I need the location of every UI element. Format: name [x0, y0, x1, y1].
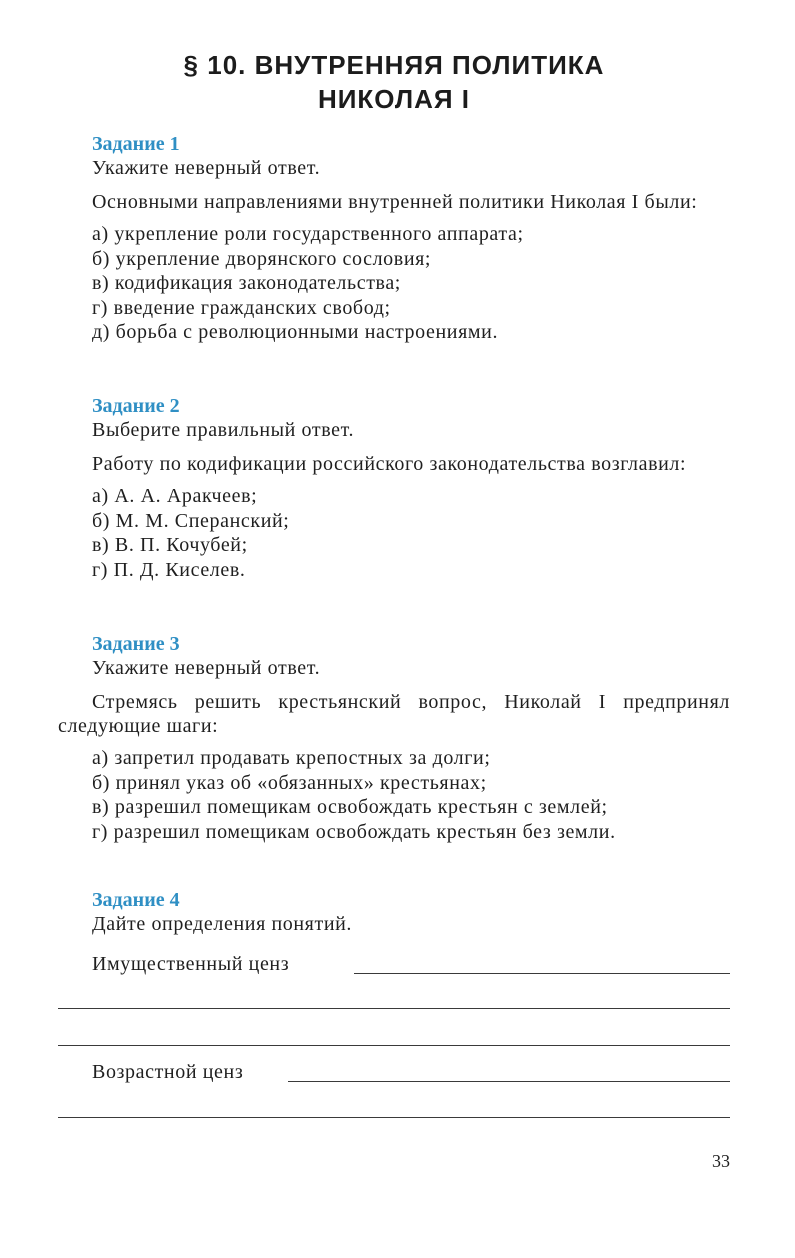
section-title-line-1: § 10. ВНУТРЕННЯЯ ПОЛИТИКА [183, 50, 605, 80]
answer-line[interactable] [58, 1117, 730, 1118]
section-title-line-2: НИКОЛАЯ I [317, 84, 471, 114]
task-3 [58, 632, 730, 844]
answer-option: в) В. П. Кочубей; [92, 534, 248, 556]
answer-line[interactable] [288, 1081, 730, 1082]
task-2 [58, 394, 730, 582]
definition-term: Имущественный ценз [92, 953, 290, 975]
task-instruction: Укажите неверный ответ. [92, 157, 321, 179]
task-heading: Задание 4 [92, 889, 180, 911]
definition-term: Возрастной ценз [92, 1061, 244, 1083]
answer-line[interactable] [58, 1008, 730, 1009]
answer-option: г) введение гражданских свобод; [92, 296, 391, 319]
answer-option: д) борьба с революционными настроениями. [92, 321, 499, 343]
task-instruction: Укажите неверный ответ. [92, 657, 321, 679]
answer-options [58, 484, 730, 582]
answer-line[interactable] [354, 973, 730, 974]
task-4 [58, 888, 730, 936]
answer-line[interactable] [58, 1045, 730, 1046]
answer-option: б) принял указ об «обязанных» крестьянах; [92, 771, 487, 794]
answer-option: в) разрешил помещикам освобождать крестьян с землей; [92, 796, 608, 818]
answer-option: а) укрепление роли государственного аппарата; [92, 223, 524, 245]
task-1 [58, 132, 730, 345]
answer-option: г) П. Д. Киселев. [92, 558, 246, 581]
task-heading: Задание 1 [92, 133, 180, 155]
answer-option: а) А. А. Аракчеев; [92, 485, 258, 507]
task-heading: Задание 3 [92, 633, 180, 655]
answer-option: б) укрепление дворянского сословия; [92, 247, 432, 270]
task-question: Работу по кодификации российского законодательства возглавил: [92, 453, 687, 475]
answer-options [58, 746, 730, 844]
answer-option: в) кодификация законодательства; [92, 272, 401, 294]
textbook-page [58, 0, 730, 1258]
answer-options [58, 222, 730, 345]
page-number: 33 [712, 1151, 730, 1171]
task-instruction: Дайте определения понятий. [92, 913, 353, 935]
task-instruction: Выберите правильный ответ. [92, 419, 355, 441]
answer-option: а) запретил продавать крепостных за долги; [92, 747, 491, 769]
task-question: Стремясь решить крестьянский вопрос, Николай I предпринял следующие шаги: [58, 691, 730, 737]
section-title [58, 48, 730, 116]
task-heading: Задание 2 [92, 395, 180, 417]
answer-option: б) М. М. Сперанский; [92, 509, 290, 532]
task-question: Основными направлениями внутренней политики Николая I были: [92, 191, 698, 213]
definition-row-age-qualification [58, 1060, 730, 1088]
answer-option: г) разрешил помещикам освобождать крестьян без земли. [92, 820, 616, 843]
definition-row-property-qualification [58, 952, 730, 980]
